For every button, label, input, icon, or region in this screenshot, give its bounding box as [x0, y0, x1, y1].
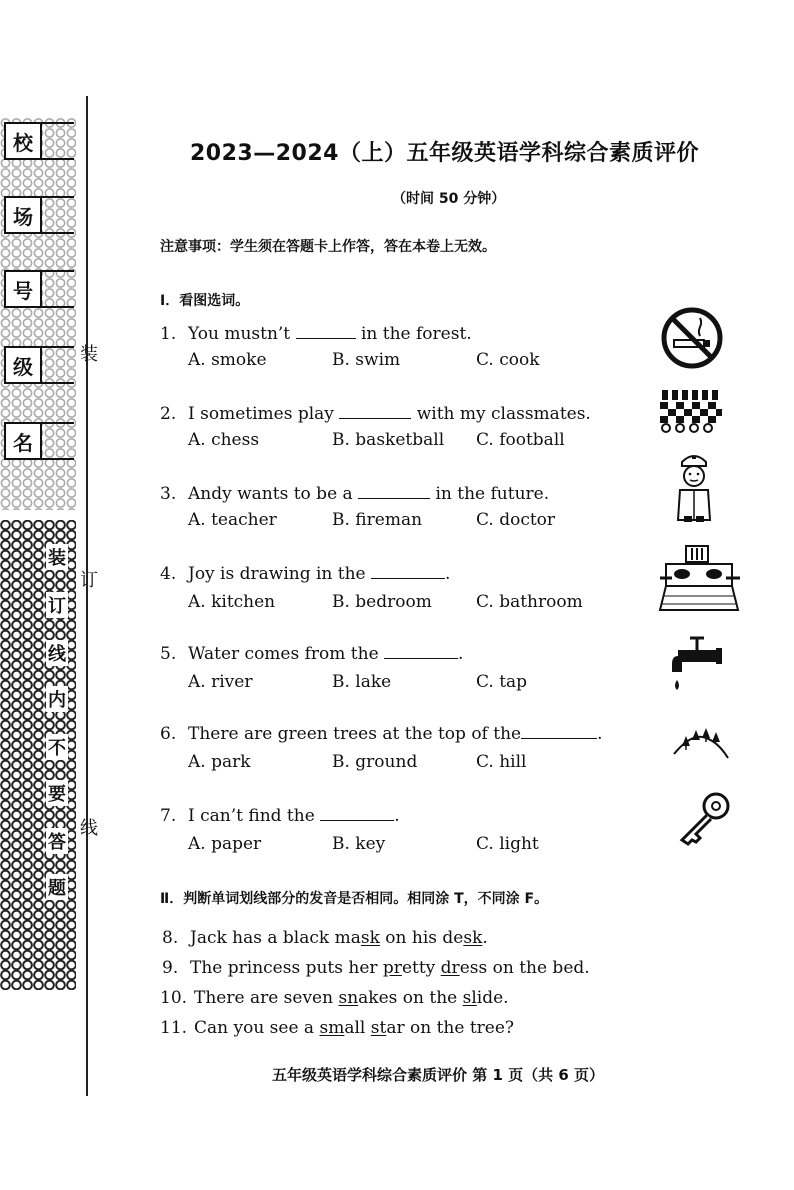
- option-c[interactable]: C. doctor: [476, 510, 556, 530]
- question-8: 8. Jack has a black mask on his desk.: [162, 928, 488, 948]
- binding-warning-char: 题: [46, 874, 68, 900]
- option-c[interactable]: C. hill: [476, 752, 527, 772]
- underlined-sound: sm: [319, 1018, 345, 1038]
- info-field-number: [40, 270, 74, 308]
- question-2: 2. I sometimes play with my classmates.: [160, 404, 591, 424]
- exam-duration: （时间 50 分钟）: [392, 191, 506, 207]
- question-11: 11. Can you see a small star on the tree?: [160, 1018, 515, 1038]
- info-field-class: [40, 346, 74, 384]
- option-a[interactable]: A. smoke: [188, 350, 267, 370]
- option-c[interactable]: C. light: [476, 834, 539, 854]
- question-3: 3. Andy wants to be a in the future.: [160, 484, 550, 504]
- underlined-sound: st: [370, 1018, 387, 1038]
- info-label-school: 校: [4, 122, 42, 160]
- question-6: 6. There are green trees at the top of the .: [160, 724, 603, 744]
- tap-icon: [672, 634, 724, 696]
- info-field-name: [40, 422, 74, 460]
- option-a[interactable]: A. paper: [188, 834, 262, 854]
- question-4: 4. Joy is drawing in the .: [160, 564, 451, 584]
- info-label-room: 场: [4, 196, 42, 234]
- option-b[interactable]: B. ground: [332, 752, 418, 772]
- no-smoking-icon: [660, 306, 724, 370]
- page-footer: 五年级英语学科综合素质评价 第 1 页（共 6 页）: [272, 1066, 604, 1084]
- underlined-sound: sk: [360, 928, 380, 948]
- binding-warning-char: 订: [46, 592, 68, 618]
- underlined-sound: dr: [440, 958, 460, 978]
- underlined-sound: sn: [338, 988, 359, 1008]
- binding-warning-char: 线: [46, 640, 68, 666]
- underlined-sound: sl: [462, 988, 477, 1008]
- question-7: 7. I can’t find the .: [160, 806, 400, 826]
- binding-line-char: 线: [80, 818, 98, 839]
- option-a[interactable]: A. river: [188, 672, 253, 692]
- info-field-room: [40, 196, 74, 234]
- doctor-icon: [672, 450, 716, 524]
- question-1: 1. You mustn’t in the forest.: [160, 324, 472, 344]
- binding-warning-char: 装: [46, 544, 68, 570]
- binding-warning-char: 内: [46, 686, 68, 712]
- key-icon: [676, 790, 732, 846]
- option-b[interactable]: B. lake: [332, 672, 392, 692]
- section-2-heading: Ⅱ．判断单词划线部分的发音是否相同。相同涂 T，不同涂 F。: [160, 891, 549, 907]
- info-label-class: 级: [4, 346, 42, 384]
- exam-title: 2023—2024（上）五年级英语学科综合素质评价: [190, 141, 699, 166]
- option-b[interactable]: B. bedroom: [332, 592, 432, 612]
- binding-strip-edge: [86, 96, 88, 1096]
- option-a[interactable]: A. park: [188, 752, 251, 772]
- binding-line-char: 装: [80, 344, 98, 365]
- binding-line-char: 订: [80, 570, 98, 591]
- info-label-name: 名: [4, 422, 42, 460]
- option-a[interactable]: A. chess: [188, 430, 260, 450]
- question-10: 10. There are seven snakes on the slide.: [160, 988, 509, 1008]
- question-5: 5. Water comes from the .: [160, 644, 464, 664]
- info-field-school: [40, 122, 74, 160]
- option-c[interactable]: C. bathroom: [476, 592, 583, 612]
- option-a[interactable]: A. teacher: [188, 510, 277, 530]
- underlined-sound: sk: [463, 928, 483, 948]
- option-c[interactable]: C. cook: [476, 350, 540, 370]
- option-b[interactable]: B. fireman: [332, 510, 423, 530]
- binding-warning-char: 答: [46, 828, 68, 854]
- section-1-heading: I．看图选词。: [160, 293, 250, 309]
- binding-warning-char: 要: [46, 780, 68, 806]
- binding-warning-char: 不: [46, 734, 68, 760]
- option-b[interactable]: B. key: [332, 834, 386, 854]
- option-b[interactable]: B. basketball: [332, 430, 445, 450]
- info-label-number: 号: [4, 270, 42, 308]
- option-a[interactable]: A. kitchen: [188, 592, 276, 612]
- exam-notice: 注意事项：学生须在答题卡上作答，答在本卷上无效。: [160, 239, 496, 255]
- option-c[interactable]: C. football: [476, 430, 565, 450]
- bed-icon: [658, 544, 742, 614]
- underlined-sound: pr: [382, 958, 402, 978]
- option-c[interactable]: C. tap: [476, 672, 528, 692]
- chess-board-icon: [658, 388, 724, 434]
- option-b[interactable]: B. swim: [332, 350, 401, 370]
- question-9: 9. The princess puts her pretty dress on the bed.: [162, 958, 590, 978]
- hill-icon: [672, 724, 730, 760]
